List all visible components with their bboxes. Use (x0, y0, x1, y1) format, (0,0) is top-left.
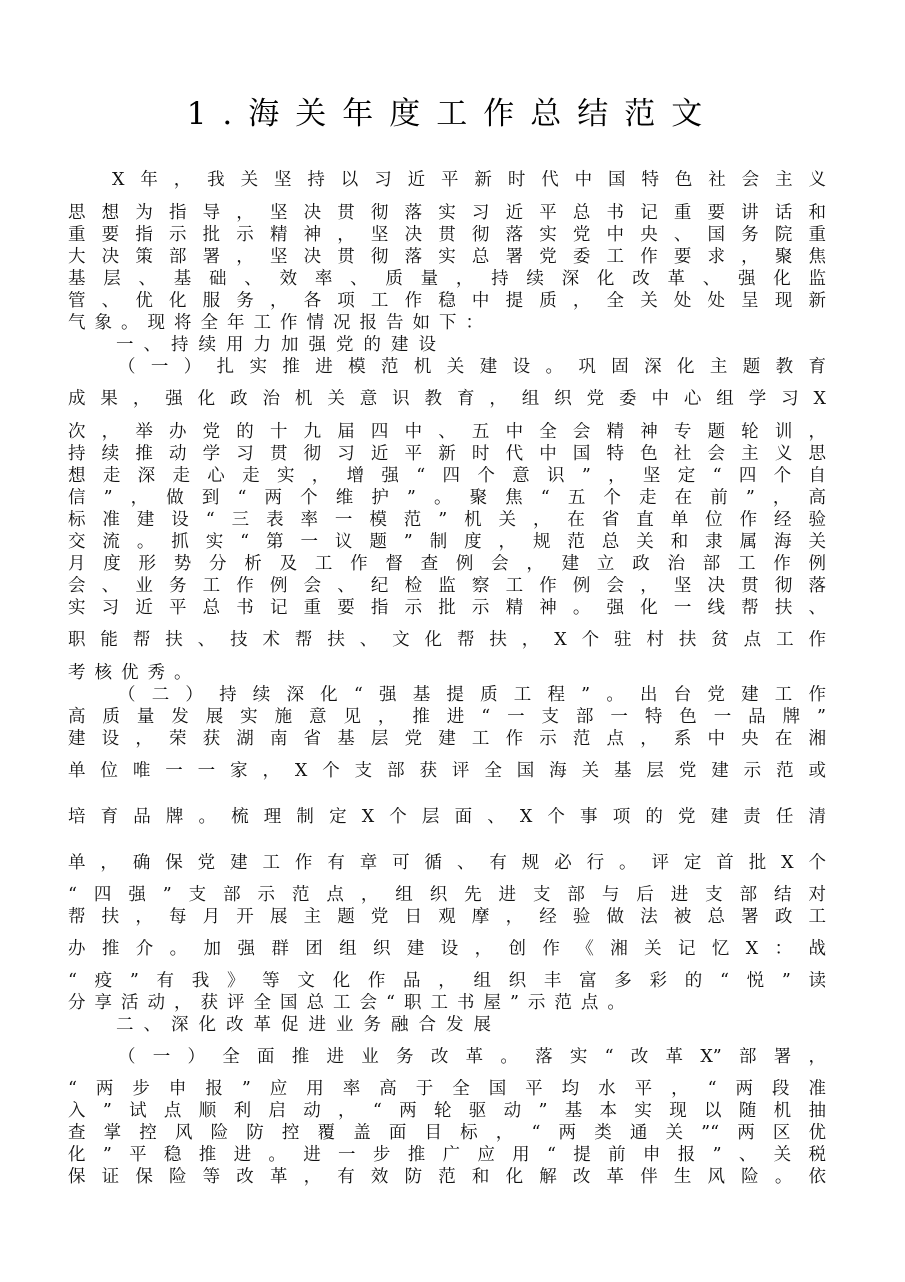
text-line: 标准建设“三表率一模范”机关，在省直单位作经验 (68, 510, 826, 530)
text-line: 高质量发展实施意见，推进“一支部一特色一品牌” (68, 707, 826, 727)
text-line: 成果，强化政治机关意识教育，组织党委中心组学习X (68, 389, 826, 409)
text-line: 持续推动学习贯彻习近平新时代中国特色社会主义思 (68, 444, 826, 464)
text-line: （一）扎实推进模范机关建设。巩固深化主题教育 (118, 357, 826, 377)
text-line: 交流。抓实“第一议题”制度，规范总关和隶属海关 (68, 532, 826, 552)
text-line: （一）全面推进业务改革。落实“改革X”部署， (118, 1047, 826, 1067)
text-line: “四强”支部示范点，组织先进支部与后进支部结对 (68, 885, 826, 905)
text-line: 单，确保党建工作有章可循、有规必行。评定首批X个 (68, 853, 826, 873)
text-line: 气象。现将全年工作情况报告如下： (68, 313, 492, 333)
text-line: “疫”有我》等文化作品，组织丰富多彩的“悦”读 (68, 971, 826, 991)
text-line: 考核优秀。 (68, 663, 201, 683)
text-line: 实习近平总书记重要指示批示精神。强化一线帮扶、 (68, 598, 826, 618)
text-line: 单位唯一一家，X个支部获评全国海关基层党建示范或 (68, 761, 826, 781)
text-line: 化”平稳推进。进一步推广应用“提前申报”、关税 (68, 1145, 826, 1165)
text-line: 管、优化服务，各项工作稳中提质，全关处处呈现新 (68, 291, 826, 311)
text-line: 重要指示批示精神，坚决贯彻落实党中央、国务院重 (68, 225, 826, 245)
text-line: 基层、基础、效率、质量，持续深化改革、强化监 (68, 269, 826, 289)
text-line: 思想为指导，坚决贯彻落实习近平总书记重要讲话和 (68, 203, 826, 223)
text-line: 办推介。加强群团组织建设，创作《湘关记忆X：战 (68, 939, 826, 959)
text-line: 保证保险等改革，有效防范和化解改革伴生风险。依 (68, 1167, 826, 1187)
text-line: 大决策部署，坚决贯彻落实总署党委工作要求，聚焦 (68, 247, 826, 267)
document-title: 1.海关年度工作总结范文 (186, 96, 719, 132)
text-line: 查掌控风险防控覆盖面目标，“两类通关”“两区优 (68, 1123, 826, 1143)
text-line: X年，我关坚持以习近平新时代中国特色社会主义 (112, 170, 826, 190)
text-line: 会、业务工作例会、纪检监察工作例会，坚决贯彻落 (68, 576, 826, 596)
text-line: 次，举办党的十九届四中、五中全会精神专题轮训， (68, 422, 826, 442)
text-line: 入”试点顺利启动，“两轮驱动”基本实现以随机抽 (68, 1101, 826, 1121)
text-line: 二、深化改革促进业务融合发展 (116, 1015, 501, 1035)
text-line: （二）持续深化“强基提质工程”。出台党建工作 (118, 685, 826, 705)
text-line: “两步申报”应用率高于全国平均水平，“两段准 (68, 1079, 826, 1099)
text-line: 职能帮扶、技术帮扶、文化帮扶，X个驻村扶贫点工作 (68, 630, 826, 650)
text-line: 信”，做到“两个维护”。聚焦“五个走在前”，高 (68, 488, 826, 508)
text-line: 帮扶，每月开展主题党日观摩，经验做法被总署政工 (68, 907, 826, 927)
text-line: 培育品牌。梳理制定X个层面、X个事项的党建责任清 (68, 807, 826, 827)
text-line: 月度形势分析及工作督查例会，建立政治部工作例 (68, 554, 826, 574)
text-line: 一、持续用力加强党的建设 (116, 335, 446, 355)
text-line: 建设，荣获湖南省基层党建工作示范点，系中央在湘 (68, 729, 826, 749)
text-line: 想走深走心走实，增强“四个意识”，坚定“四个自 (68, 466, 826, 486)
text-line: 分享活动，获评全国总工会“职工书屋”示范点。 (68, 993, 634, 1013)
